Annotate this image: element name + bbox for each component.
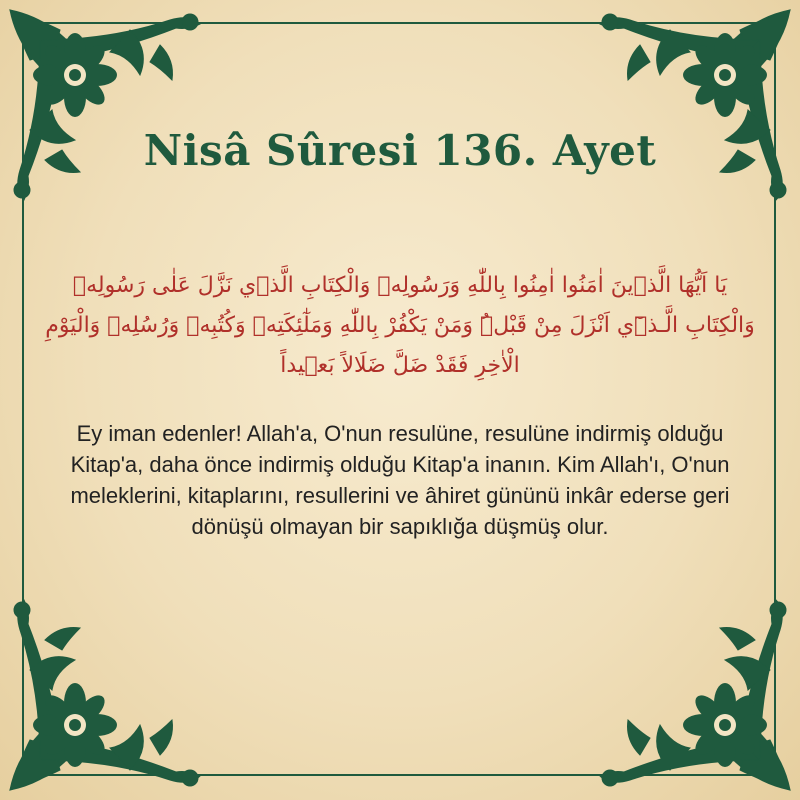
turkish-translation-text: Ey iman edenler! Allah'a, O'nun resulüne, resulüne indirmiş olduğu Kitap'a, daha önce indirmiş olduğu Kitap'a inanın. Kim Allah'ı, O'nun meleklerini, kitaplarını, resullerini ve âhiret gününü inkâr ederse geri dönüşü olmayan bir sapıklığa düşmüş olur. bbox=[70, 421, 730, 539]
floral-corner-ornament-bottom-right bbox=[580, 580, 800, 800]
floral-corner-ornament-top-right bbox=[580, 0, 800, 220]
floral-corner-ornament-bottom-left bbox=[0, 580, 220, 800]
page-title: Nisâ Sûresi 136. Ayet bbox=[143, 126, 657, 175]
arabic-verse-text: يَا اَيُّهَا الَّذ۪ينَ اٰمَنُوا اٰمِنُوا بِاللّٰهِ وَرَسُولِه۪ وَالْكِتَابِ الَّذ۪ي نَزَّلَ عَلٰى رَسُولِه۪ وَالْكِتَابِ الَّـذ۪ٓي اَنْزَلَ مِنْ قَبْلُۜ وَمَنْ يَكْفُرْ بِاللّٰهِ وَمَلٰٓئِكَتِه۪ وَكُتُبِه۪ وَرُسُلِه۪ وَالْيَوْمِ الْاٰخِرِ فَقَدْ ضَلَّ ضَلَالاً بَع۪يداً bbox=[45, 273, 755, 378]
floral-corner-ornament-top-left bbox=[0, 0, 220, 220]
